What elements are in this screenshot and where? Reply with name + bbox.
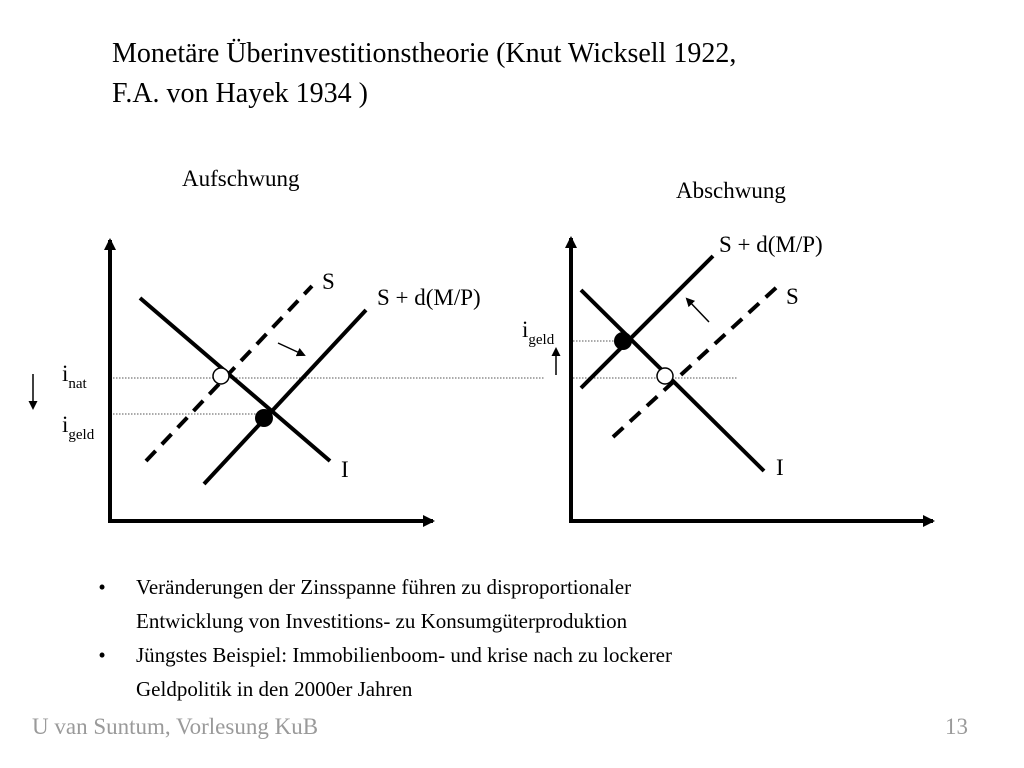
- bullet-item: [92, 570, 952, 638]
- title-line-1: Monetäre Überinvestitionstheorie (Knut Wicksell 1922,: [112, 38, 737, 69]
- upswing-i-nat-label: [62, 361, 88, 392]
- downswing-s-money-curve: [581, 256, 713, 388]
- upswing-i-nat-sub: nat: [68, 376, 87, 392]
- bullet-2-line-2: Geldpolitik in den 2000er Jahren: [136, 677, 413, 701]
- upswing-heading: Aufschwung: [182, 166, 300, 191]
- downswing-s-money-label: S + d(M/P): [719, 232, 823, 257]
- upswing-i-geld-base: i: [62, 412, 69, 437]
- bullet-1-line-2: Entwicklung von Investitions- zu Konsumgüterproduktion: [136, 609, 628, 633]
- bullet-list: [92, 570, 952, 706]
- footer-author: U van Suntum, Vorlesung KuB: [32, 714, 319, 739]
- upswing-money-equilibrium: [255, 409, 273, 427]
- downswing-i-label: I: [776, 455, 784, 480]
- downswing-i-geld-label: [522, 317, 555, 348]
- downswing-s-label: S: [786, 284, 799, 309]
- downswing-money-equilibrium: [614, 332, 632, 350]
- bullet-1-line-1: Veränderungen der Zinsspanne führen zu disproportionaler: [136, 575, 632, 599]
- upswing-i-geld-label: [62, 412, 95, 443]
- bullet-marker: •: [98, 575, 106, 599]
- downswing-shift-arrow: [687, 299, 709, 322]
- downswing-i-geld-sub: geld: [528, 332, 555, 348]
- upswing-i-nat-base: i: [62, 361, 69, 386]
- slide-footer: [32, 714, 972, 740]
- diagram-downswing: [522, 178, 933, 521]
- downswing-heading: Abschwung: [676, 178, 786, 203]
- title-line-2: F.A. von Hayek 1934 ): [112, 78, 368, 109]
- footer-page-number: 13: [945, 714, 968, 739]
- downswing-i-geld-base: i: [522, 317, 529, 342]
- upswing-natural-equilibrium: [213, 368, 229, 384]
- upswing-s-label: S: [322, 269, 335, 294]
- bullet-2-line-1: Jüngstes Beispiel: Immobilienboom- und krise nach zu lockerer: [136, 643, 672, 667]
- upswing-i-label: I: [341, 457, 349, 482]
- bullet-item: [92, 638, 952, 706]
- upswing-s-money-label: S + d(M/P): [377, 285, 481, 310]
- bullet-marker: •: [98, 643, 106, 667]
- upswing-i-geld-sub: geld: [68, 427, 95, 443]
- diagram-upswing: [33, 166, 545, 521]
- upswing-shift-arrow: [278, 343, 304, 355]
- downswing-natural-equilibrium: [657, 368, 673, 384]
